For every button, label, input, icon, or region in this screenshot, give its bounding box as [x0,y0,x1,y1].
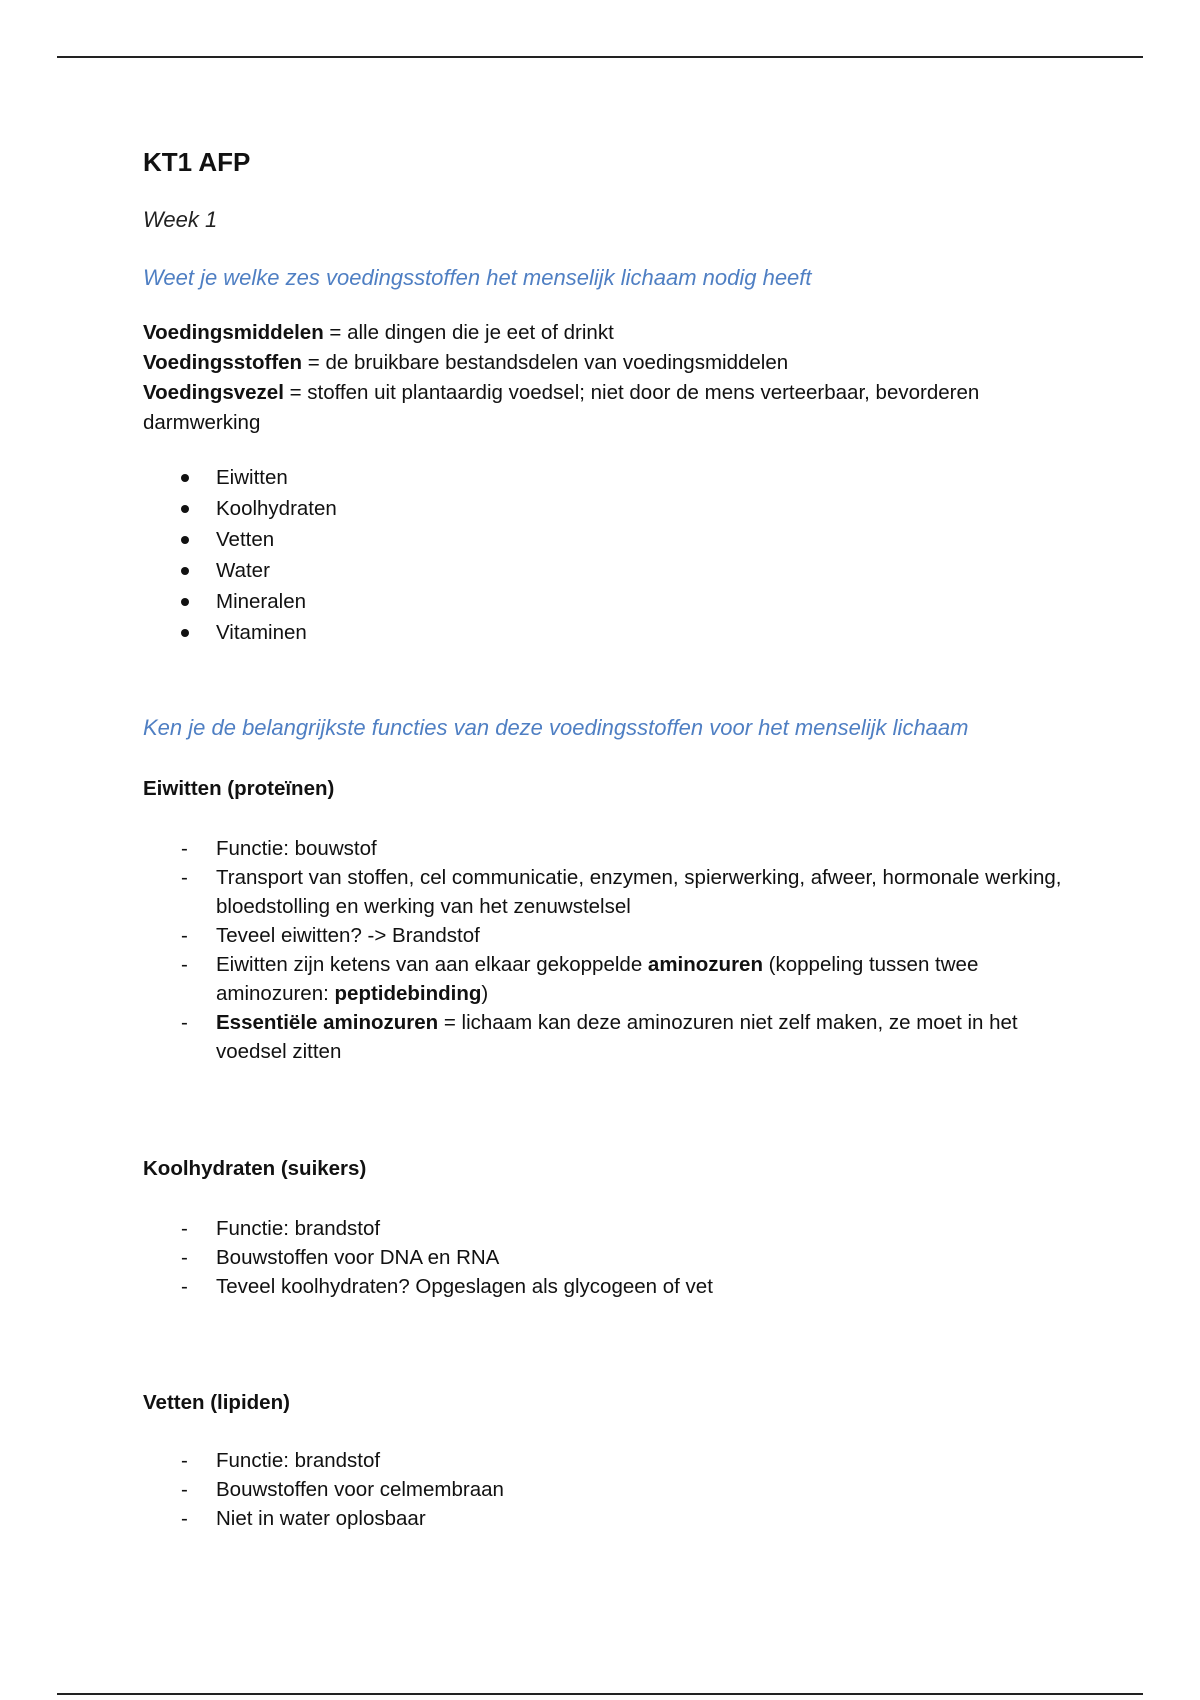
dash-icon: - [181,866,188,889]
list-item-label: Functie: bouwstof [216,837,377,860]
list-item-label: Teveel eiwitten? -> Brandstof [216,924,480,947]
list-item [143,1475,1083,1504]
list-item-label: Bouwstoffen voor celmembraan [216,1478,504,1501]
term-aminozuren: aminozuren [647,953,763,976]
vetten-list [143,1446,1083,1533]
definition-text: = alle dingen die je eet of drinkt [323,321,614,344]
list-item [143,863,1083,921]
definition-term: Voedingsstoffen [143,351,303,374]
list-item [143,524,1083,555]
list-item-label: = lichaam kan deze aminozuren niet zelf maken, ze moet in het voedsel zitten [216,1011,1018,1063]
eiwitten-list [143,834,1083,1066]
bottom-rule [57,1693,1143,1695]
list-item-label: Eiwitten zijn ketens van aan elkaar gekoppelde [216,953,648,976]
definition-term: Voedingsmiddelen [143,321,324,344]
list-item [143,555,1083,586]
week-label: Week 1 [143,207,218,232]
question-heading-1: Weet je welke zes voedingsstoffen het menselijk lichaam nodig heeft [143,265,812,290]
list-item-label: ) [481,982,489,1005]
dash-icon: - [181,1449,188,1472]
bullet-icon [181,505,189,513]
section-heading-koolhydraten: Koolhydraten (suikers) [143,1157,367,1180]
dash-icon: - [181,953,188,976]
bullet-icon [181,629,189,637]
section-heading-vetten: Vetten (lipiden) [143,1391,290,1414]
list-item-label: Transport van stoffen, cel communicatie, enzymen, spierwerking, afweer, hormonale werking, bloedstolling en werking van het zenuwstelsel [216,866,1062,918]
list-item [143,1214,1083,1243]
dash-icon: - [181,1217,188,1240]
bullet-icon [181,567,189,575]
list-item-label: Functie: brandstof [216,1217,381,1240]
list-item [143,834,1083,863]
list-item-label: Niet in water oplosbaar [216,1507,426,1530]
dash-icon: - [181,1275,188,1298]
list-item [143,950,1083,1008]
definition-voedingsstoffen [143,348,1083,378]
nutrient-list [143,462,1083,648]
list-item-label: Functie: brandstof [216,1449,381,1472]
list-item-label: Eiwitten [216,466,288,489]
list-item-label: Teveel koolhydraten? Opgeslagen als glycogeen of vet [216,1275,713,1298]
list-item [143,1243,1083,1272]
bullet-icon [181,598,189,606]
term-peptidebinding: peptidebinding [334,982,482,1005]
bullet-icon [181,536,189,544]
definition-text: = de bruikbare bestandsdelen van voedingsmiddelen [302,351,789,374]
list-item [143,1446,1083,1475]
dash-icon: - [181,837,188,860]
list-item [143,462,1083,493]
definitions [143,318,1083,438]
list-item-label: Vetten [216,528,275,551]
list-item [143,1272,1083,1301]
list-item-label: Mineralen [216,590,307,613]
list-item [143,921,1083,950]
list-item [143,586,1083,617]
list-item [143,493,1083,524]
list-item-label: Bouwstoffen voor DNA en RNA [216,1246,500,1269]
term-essentiele-aminozuren: Essentiële aminozuren [216,1011,439,1034]
list-item-label: Water [216,559,270,582]
list-item [143,1504,1083,1533]
document-body [143,142,1083,1530]
question-heading-2: Ken je de belangrijkste functies van deze voedingsstoffen voor het menselijk lichaam [143,715,969,740]
list-item [143,1008,1083,1066]
dash-icon: - [181,1507,188,1530]
dash-icon: - [181,1246,188,1269]
list-item-label: (koppeling tussen twee aminozuren: [216,953,979,1005]
koolhydraten-list [143,1214,1083,1301]
section-heading-eiwitten: Eiwitten (proteïnen) [143,777,335,800]
definition-term: Voedingsvezel [143,381,284,404]
definition-voedingsvezel [143,378,1083,438]
list-item-label: Vitaminen [216,621,307,644]
list-item [143,617,1083,648]
dash-icon: - [181,1011,188,1034]
document-title: KT1 AFP [143,147,251,177]
dash-icon: - [181,1478,188,1501]
top-rule [57,56,1143,58]
list-item-label: Koolhydraten [216,497,337,520]
bullet-icon [181,474,189,482]
dash-icon: - [181,924,188,947]
definition-voedingsmiddelen [143,318,1083,348]
definition-text: = stoffen uit plantaardig voedsel; niet door de mens verteerbaar, bevorderen darmwerking [143,381,980,434]
